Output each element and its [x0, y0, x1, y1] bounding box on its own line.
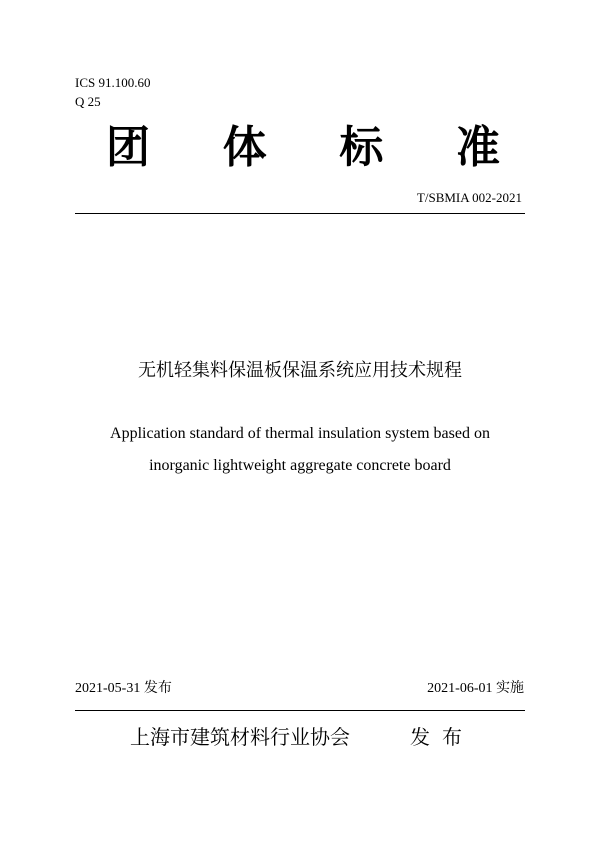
standard-type-heading: [106, 118, 500, 178]
english-title-line-2: inorganic lightweight aggregate concrete board: [149, 457, 451, 474]
standard-type-char: 体: [222, 122, 267, 173]
standard-number: T/SBMIA 002-2021: [416, 190, 522, 205]
top-divider: [75, 213, 525, 214]
ccs-code: Q 25: [75, 94, 101, 109]
english-title-line-1: Application standard of thermal insulation system based on: [110, 425, 490, 442]
standard-type-char: 准: [455, 122, 500, 173]
bottom-divider: [75, 710, 525, 711]
publish-label: 发布: [410, 725, 474, 749]
issue-date: 2021-05-31 发布: [75, 681, 172, 696]
chinese-title: 无机轻集料保温板保温系统应用技术规程: [138, 360, 462, 381]
ics-code: ICS 91.100.60: [75, 75, 151, 90]
standard-type-char: 团: [106, 122, 150, 173]
standard-type-char: 标: [339, 122, 384, 173]
publisher-name: 上海市建筑材料行业协会: [130, 725, 350, 749]
implementation-date: 2021-06-01 实施: [427, 681, 524, 696]
